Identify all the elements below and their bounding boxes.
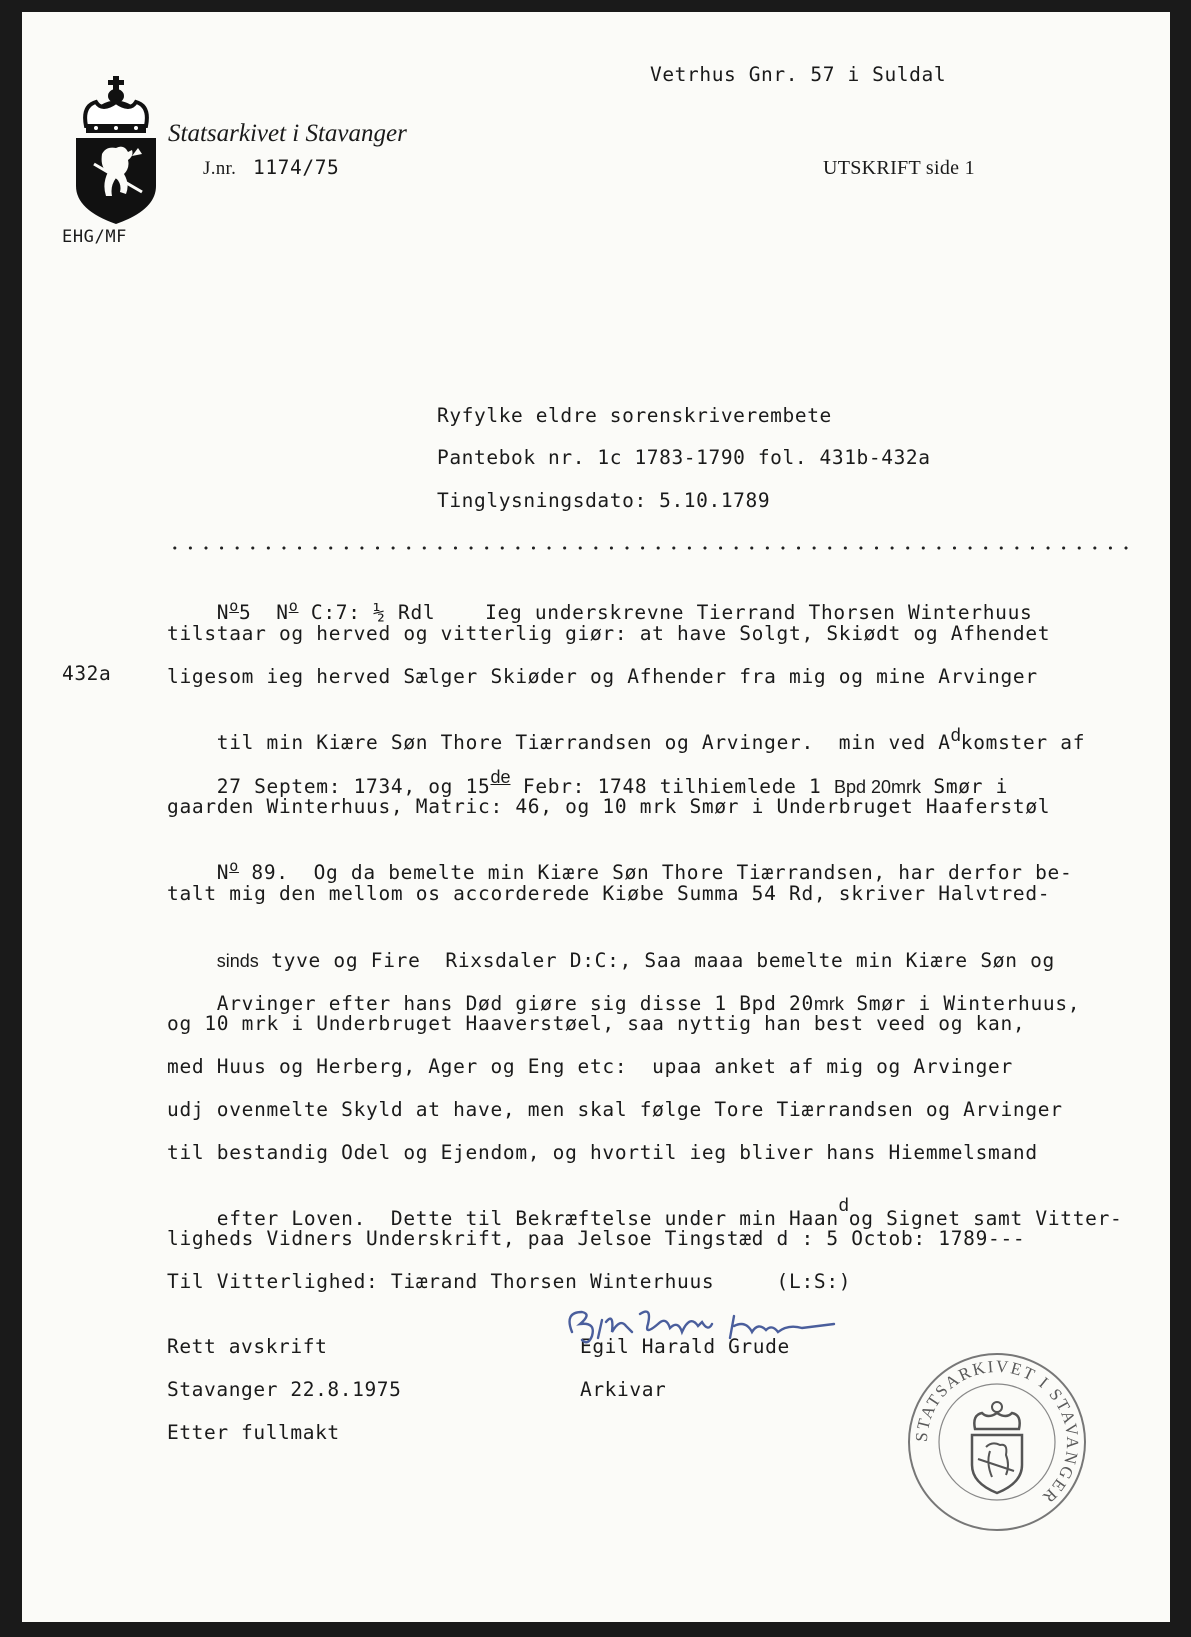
signatory-name: Egil Harald Grude xyxy=(580,1335,790,1358)
journal-number-label: J.nr. xyxy=(203,158,237,179)
transcript-line-5: 27 Septem: 1734, og 15de Febr: 1748 tilhiemlede 1 Bpd 20mrk Smør i xyxy=(216,767,1009,798)
transcript-line-17: Til Vitterlighed: Tiærand Thorsen Winterhuus (L:S:) xyxy=(167,1270,852,1293)
coat-of-arms-icon xyxy=(72,76,160,226)
transcript-line-13: udj ovenmelte Skyld at have, men skal følge Tore Tiærrandsen og Arvinger xyxy=(167,1098,1063,1121)
authority-label: Etter fullmakt xyxy=(167,1421,340,1444)
handwritten-signature xyxy=(562,1302,842,1352)
seal-text: STATSARKIVET I STAVANGER xyxy=(911,1356,1083,1508)
svg-text:STATSARKIVET I STAVANGER xyxy=(912,1357,1082,1508)
transcript-line-10: Arvinger efter hans Død giøre sig disse 1 Bpd 20mrk Smør i Winterhuus, xyxy=(216,992,1081,1015)
margin-folio-note: 432a xyxy=(62,662,112,685)
transcript-line-11: og 10 mrk i Underbruget Haaverstøel, saa nyttig han best veed og kan, xyxy=(167,1012,1026,1035)
transcript-line-6: gaarden Winterhuus, Matric: 46, og 10 mrk Smør i Underbruget Haaferstøl xyxy=(167,795,1051,818)
transcript-line-12: med Huus og Herberg, Ager og Eng etc: upaa anket af mig og Arvinger xyxy=(167,1055,1013,1078)
transcript-line-16: ligheds Vidners Underskrift, paa Jelsoe Tingstæd d : 5 Octob: 1789--- xyxy=(167,1227,1026,1250)
transcript-line-15: efter Loven. Dette til Bekræftelse under min Haandog Signet samt Vitter- xyxy=(216,1195,1123,1230)
transcript-line-4: til min Kiære Søn Thore Tiærrandsen og Arvinger. min ved Adkomster af xyxy=(216,725,1086,754)
archive-seal-stamp xyxy=(902,1347,1092,1537)
journal-number: 1174/75 xyxy=(253,156,340,179)
transcript-line-2: tilstaar og herved og vitterlig giør: at have Solgt, Skiødt og Afhendet xyxy=(167,622,1051,645)
transcript-line-8: talt mig den mellom os accorderede Kiøbe Summa 54 Rd, skriver Halvtred- xyxy=(167,882,1051,905)
transcript-line-9: sinds tyve og Fire Rixsdaler D:C:, Saa maaa bemelte min Kiære Søn og xyxy=(216,949,1055,972)
document-page xyxy=(22,12,1170,1622)
institution-name: Statsarkivet i Stavanger xyxy=(168,120,407,147)
transcript-line-7: $N^o$ 89. Og da bemelte min Kiære Søn Thore Tiærrandsen, har derfor be- xyxy=(216,857,1073,884)
initials: EHG/MF xyxy=(62,227,128,247)
source-book: Pantebok nr. 1c 1783-1790 fol. 431b-432a xyxy=(437,446,931,469)
transcript-line-3: ligesom ieg herved Sælger Skiøder og Afhender fra mig og mine Arvinger xyxy=(167,665,1038,688)
place-date: Stavanger 22.8.1975 xyxy=(167,1378,402,1401)
transcript-line-14: til bestandig Odel og Ejendom, og hvortil ieg bliver hans Hiemmelsmand xyxy=(167,1141,1038,1164)
signatory-title: Arkivar xyxy=(580,1378,667,1401)
certified-copy-label: Rett avskrift xyxy=(167,1335,328,1358)
property-reference: Vetrhus Gnr. 57 i Suldal xyxy=(650,63,947,86)
source-office: Ryfylke eldre sorenskriverembete xyxy=(437,404,832,427)
dotted-separator xyxy=(167,544,1137,552)
utskrift-page-label: UTSKRIFT side 1 xyxy=(823,157,975,179)
registration-date: Tinglysningsdato: 5.10.1789 xyxy=(437,489,771,512)
transcript-line-1: $N^o5$ $N^o$ C:7: ½ Rdl Ieg underskrevne Tierrand Thorsen Winterhuus xyxy=(216,597,1033,624)
